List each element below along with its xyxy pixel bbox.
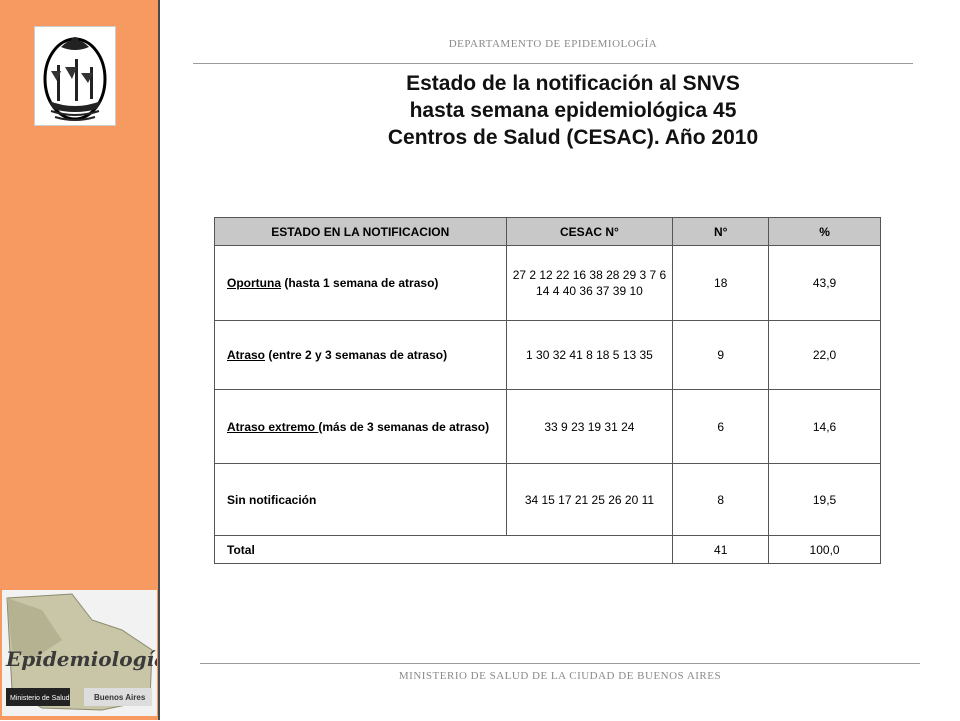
count-cell: 9 — [673, 321, 769, 390]
table-row — [215, 246, 881, 321]
ministry-footer: MINISTERIO DE SALUD DE LA CIUDAD DE BUENOS AIRES — [398, 670, 722, 682]
ministerio-salud-label: Ministerio de Salud — [10, 695, 70, 702]
table-row — [215, 321, 881, 390]
state-detail-label: (entre 2 y 3 semanas de atraso) — [265, 348, 448, 362]
total-label-cell: Total — [215, 536, 673, 564]
epidemiologia-logo-text: Epidemiología — [6, 647, 157, 671]
percent-cell: 22,0 — [769, 321, 881, 390]
column-header-estado: ESTADO EN LA NOTIFICACION — [215, 218, 507, 246]
notification-table — [214, 217, 881, 564]
title-line-3: Centros de Salud (CESAC). Año 2010 — [387, 126, 759, 149]
count-cell: 18 — [673, 246, 769, 321]
header-divider — [193, 63, 913, 64]
count-cell: 6 — [673, 390, 769, 464]
column-header-n: N° — [673, 218, 769, 246]
page-title — [193, 70, 953, 151]
table-total-row — [215, 536, 881, 564]
column-header-cesac: CESAC N° — [506, 218, 673, 246]
footer-divider — [200, 663, 920, 664]
state-main-label: Atraso extremo — [227, 419, 319, 434]
department-header: DEPARTAMENTO DE EPIDEMIOLOGÍA — [448, 38, 658, 50]
state-main-label: Sin notificación — [227, 492, 317, 507]
percent-cell: 19,5 — [769, 464, 881, 536]
coat-of-arms-icon — [35, 27, 115, 125]
count-cell: 8 — [673, 464, 769, 536]
state-cell — [215, 464, 507, 536]
total-percent-cell: 100,0 — [769, 536, 881, 564]
left-sidebar — [0, 0, 160, 720]
buenos-aires-label: Buenos Aires — [94, 693, 146, 702]
cesac-list-cell: 27 2 12 22 16 38 28 29 3 7 6 14 4 40 36 37 39 10 — [506, 246, 673, 321]
epidemiologia-logo — [2, 590, 157, 716]
state-detail-label: (hasta 1 semana de atraso) — [281, 276, 439, 290]
percent-cell: 14,6 — [769, 390, 881, 464]
epidemiologia-map-icon — [2, 590, 157, 716]
cesac-list-cell: 34 15 17 21 25 26 20 11 — [506, 464, 673, 536]
cesac-list-cell: 33 9 23 19 31 24 — [506, 390, 673, 464]
column-header-percent: % — [769, 218, 881, 246]
title-line-1: Estado de la notificación al SNVS — [406, 72, 740, 95]
state-detail-label: (más de 3 semanas de atraso) — [318, 419, 490, 434]
city-coat-of-arms-logo — [34, 26, 116, 126]
state-main-label: Oportuna — [227, 276, 281, 290]
state-cell — [215, 246, 507, 321]
state-main-label: Atraso — [227, 348, 266, 362]
table-row — [215, 464, 881, 536]
cesac-list-cell: 1 30 32 41 8 18 5 13 35 — [506, 321, 673, 390]
table-header-row — [215, 218, 881, 246]
title-line-2: hasta semana epidemiológica 45 — [409, 99, 737, 122]
percent-cell: 43,9 — [769, 246, 881, 321]
total-count-cell: 41 — [673, 536, 769, 564]
state-cell — [215, 390, 507, 464]
state-cell — [215, 321, 507, 390]
table-row — [215, 390, 881, 464]
